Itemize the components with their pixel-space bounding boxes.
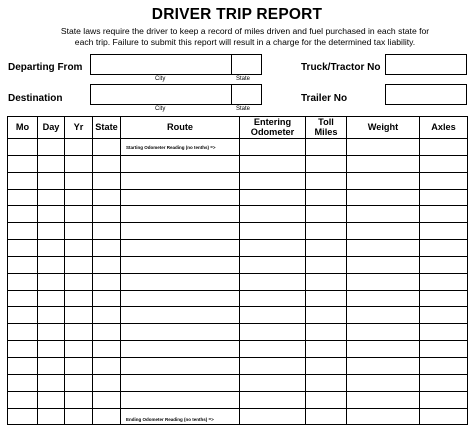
cell-day[interactable]: [38, 307, 65, 324]
cell-axles[interactable]: [420, 324, 468, 341]
cell-entering-odometer[interactable]: [240, 273, 306, 290]
cell-route[interactable]: [121, 408, 240, 425]
cell-weight[interactable]: [347, 374, 420, 391]
truck-tractor-no-label: Truck/Tractor No: [301, 62, 381, 73]
cell-route[interactable]: [121, 273, 240, 290]
column-header-yr: Yr: [65, 117, 93, 139]
truck-tractor-no-field[interactable]: [385, 54, 467, 75]
cell-day[interactable]: [38, 357, 65, 374]
cell-yr[interactable]: [65, 240, 93, 257]
ending-odometer-note: Ending Odometer Reading (no tenths) =>: [126, 417, 214, 423]
table-row: [8, 240, 468, 257]
table-row: [8, 357, 468, 374]
cell-entering-odometer[interactable]: [240, 357, 306, 374]
cell-weight[interactable]: [347, 408, 420, 425]
cell-state[interactable]: [93, 189, 121, 206]
table-row: [8, 139, 468, 156]
cell-day[interactable]: [38, 374, 65, 391]
cell-entering-odometer[interactable]: [240, 155, 306, 172]
cell-axles[interactable]: [420, 273, 468, 290]
cell-day[interactable]: [38, 139, 65, 156]
cell-entering-odometer[interactable]: [240, 139, 306, 156]
instructions-line-2: each trip. Failure to submit this report will result in a charge for the determined tax liability.: [74, 37, 416, 47]
cell-weight[interactable]: [347, 307, 420, 324]
cell-entering-odometer[interactable]: [240, 240, 306, 257]
city-state-divider: [231, 85, 232, 104]
cell-day[interactable]: [38, 256, 65, 273]
cell-axles[interactable]: [420, 172, 468, 189]
column-header-mo: Mo: [8, 117, 38, 139]
cell-yr[interactable]: [65, 391, 93, 408]
cell-route[interactable]: [121, 256, 240, 273]
cell-weight[interactable]: [347, 155, 420, 172]
table-row: [8, 189, 468, 206]
entering-odometer-line-1: Entering: [253, 117, 292, 127]
cell-toll-miles[interactable]: [306, 172, 347, 189]
cell-mo[interactable]: [8, 324, 38, 341]
table-row: [8, 374, 468, 391]
table-row: [8, 391, 468, 408]
cell-mo[interactable]: [8, 189, 38, 206]
cell-yr[interactable]: [65, 307, 93, 324]
cell-yr[interactable]: [65, 357, 93, 374]
cell-axles[interactable]: [420, 374, 468, 391]
cell-mo[interactable]: [8, 341, 38, 358]
starting-odometer-note: Starting Odometer Reading (no tenths) =>: [126, 145, 216, 150]
cell-axles[interactable]: [420, 206, 468, 223]
cell-yr[interactable]: [65, 273, 93, 290]
cell-mo[interactable]: [8, 357, 38, 374]
cell-weight[interactable]: [347, 341, 420, 358]
instructions-line-1: State laws require the driver to keep a record of miles driven and fuel purchased in each state for: [60, 26, 430, 36]
cell-mo[interactable]: [8, 256, 38, 273]
cell-yr[interactable]: [65, 223, 93, 240]
column-header-axles: Axles: [420, 117, 468, 139]
trailer-no-label: Trailer No: [301, 93, 348, 104]
cell-day[interactable]: [38, 206, 65, 223]
table-row: [8, 256, 468, 273]
cell-toll-miles[interactable]: [306, 324, 347, 341]
cell-state[interactable]: [93, 290, 121, 307]
cell-axles[interactable]: [420, 307, 468, 324]
cell-entering-odometer[interactable]: [240, 172, 306, 189]
cell-route[interactable]: [121, 341, 240, 358]
cell-entering-odometer[interactable]: [240, 256, 306, 273]
entering-odometer-line-2: Odometer: [250, 126, 295, 137]
cell-entering-odometer[interactable]: [240, 206, 306, 223]
cell-weight[interactable]: [347, 324, 420, 341]
departing-city-caption: City: [155, 76, 166, 82]
cell-mo[interactable]: [8, 172, 38, 189]
cell-toll-miles[interactable]: [306, 155, 347, 172]
table-row: [8, 408, 468, 425]
cell-yr[interactable]: [65, 206, 93, 223]
cell-toll-miles[interactable]: [306, 273, 347, 290]
cell-day[interactable]: [38, 324, 65, 341]
cell-state[interactable]: [93, 391, 121, 408]
cell-state[interactable]: [93, 155, 121, 172]
cell-day[interactable]: [38, 408, 65, 425]
cell-axles[interactable]: [420, 341, 468, 358]
cell-day[interactable]: [38, 155, 65, 172]
cell-toll-miles[interactable]: [306, 256, 347, 273]
table-row: [8, 206, 468, 223]
cell-entering-odometer[interactable]: [240, 341, 306, 358]
cell-weight[interactable]: [347, 189, 420, 206]
cell-yr[interactable]: [65, 189, 93, 206]
cell-route[interactable]: [121, 206, 240, 223]
cell-state[interactable]: [93, 223, 121, 240]
table-row: [8, 172, 468, 189]
table-row: [8, 155, 468, 172]
cell-weight[interactable]: [347, 357, 420, 374]
cell-axles[interactable]: [420, 155, 468, 172]
trailer-no-field[interactable]: [385, 84, 467, 105]
cell-weight[interactable]: [347, 206, 420, 223]
cell-weight[interactable]: [347, 172, 420, 189]
departing-state-caption: State: [236, 76, 251, 82]
destination-field[interactable]: [90, 84, 262, 105]
cell-yr[interactable]: [65, 408, 93, 425]
cell-state[interactable]: [93, 341, 121, 358]
cell-entering-odometer[interactable]: [240, 223, 306, 240]
cell-weight[interactable]: [347, 240, 420, 257]
cell-axles[interactable]: [420, 139, 468, 156]
cell-mo[interactable]: [8, 408, 38, 425]
trip-log-table: [7, 116, 468, 425]
cell-state[interactable]: [93, 374, 121, 391]
column-header-weight: Weight: [347, 117, 420, 139]
cell-axles[interactable]: [420, 408, 468, 425]
cell-entering-odometer[interactable]: [240, 189, 306, 206]
cell-axles[interactable]: [420, 357, 468, 374]
departing-from-label: Departing From: [8, 62, 83, 73]
cell-state[interactable]: [93, 324, 121, 341]
cell-yr[interactable]: [65, 290, 93, 307]
cell-axles[interactable]: [420, 189, 468, 206]
cell-state[interactable]: [93, 273, 121, 290]
cell-toll-miles[interactable]: [306, 223, 347, 240]
cell-day[interactable]: [38, 223, 65, 240]
cell-state[interactable]: [93, 240, 121, 257]
cell-day[interactable]: [38, 189, 65, 206]
table-row: [8, 290, 468, 307]
cell-toll-miles[interactable]: [306, 189, 347, 206]
cell-mo[interactable]: [8, 391, 38, 408]
cell-toll-miles[interactable]: [306, 206, 347, 223]
cell-yr[interactable]: [65, 172, 93, 189]
table-row: [8, 223, 468, 240]
cell-toll-miles[interactable]: [306, 240, 347, 257]
cell-weight[interactable]: [347, 273, 420, 290]
column-header-day: Day: [38, 117, 65, 139]
column-header-state: State: [93, 117, 121, 139]
cell-toll-miles[interactable]: [306, 341, 347, 358]
cell-mo[interactable]: [8, 223, 38, 240]
cell-toll-miles[interactable]: [306, 307, 347, 324]
cell-entering-odometer[interactable]: [240, 374, 306, 391]
table-row: [8, 307, 468, 324]
column-header-route: Route: [121, 117, 240, 139]
cell-route[interactable]: [121, 240, 240, 257]
cell-toll-miles[interactable]: [306, 408, 347, 425]
cell-mo[interactable]: [8, 139, 38, 156]
cell-day[interactable]: [38, 172, 65, 189]
cell-axles[interactable]: [420, 223, 468, 240]
cell-day[interactable]: [38, 391, 65, 408]
cell-weight[interactable]: [347, 256, 420, 273]
form-title: DRIVER TRIP REPORT: [151, 6, 323, 23]
cell-yr[interactable]: [65, 139, 93, 156]
cell-day[interactable]: [38, 341, 65, 358]
cell-state[interactable]: [93, 408, 121, 425]
destination-label: Destination: [8, 93, 63, 104]
table-row: [8, 341, 468, 358]
cell-route[interactable]: [121, 307, 240, 324]
form-instructions: [30, 26, 460, 48]
cell-mo[interactable]: [8, 374, 38, 391]
cell-route[interactable]: [121, 172, 240, 189]
cell-yr[interactable]: [65, 155, 93, 172]
cell-route[interactable]: [121, 189, 240, 206]
cell-state[interactable]: [93, 307, 121, 324]
cell-weight[interactable]: [347, 290, 420, 307]
cell-state[interactable]: [93, 357, 121, 374]
column-header-entering-odometer: [240, 117, 306, 139]
departing-from-field[interactable]: [90, 54, 262, 75]
cell-route[interactable]: [121, 139, 240, 156]
cell-route[interactable]: [121, 357, 240, 374]
table-row: [8, 273, 468, 290]
cell-route[interactable]: [121, 290, 240, 307]
cell-route[interactable]: [121, 324, 240, 341]
cell-weight[interactable]: [347, 139, 420, 156]
cell-axles[interactable]: [420, 240, 468, 257]
cell-route[interactable]: [121, 374, 240, 391]
cell-weight[interactable]: [347, 223, 420, 240]
cell-toll-miles[interactable]: [306, 357, 347, 374]
cell-entering-odometer[interactable]: [240, 290, 306, 307]
cell-route[interactable]: [121, 223, 240, 240]
trip-log-body: [8, 139, 468, 425]
cell-mo[interactable]: [8, 273, 38, 290]
table-header-row: [8, 117, 468, 139]
cell-weight[interactable]: [347, 391, 420, 408]
city-state-divider: [231, 55, 232, 74]
cell-route[interactable]: [121, 155, 240, 172]
table-row: [8, 324, 468, 341]
cell-state[interactable]: [93, 172, 121, 189]
cell-entering-odometer[interactable]: [240, 307, 306, 324]
cell-mo[interactable]: [8, 155, 38, 172]
cell-mo[interactable]: [8, 307, 38, 324]
cell-toll-miles[interactable]: [306, 290, 347, 307]
cell-yr[interactable]: [65, 324, 93, 341]
toll-miles-line-1: Toll: [318, 117, 334, 127]
cell-yr[interactable]: [65, 256, 93, 273]
cell-mo[interactable]: [8, 206, 38, 223]
cell-toll-miles[interactable]: [306, 374, 347, 391]
cell-axles[interactable]: [420, 290, 468, 307]
cell-day[interactable]: [38, 273, 65, 290]
cell-state[interactable]: [93, 139, 121, 156]
cell-mo[interactable]: [8, 240, 38, 257]
cell-day[interactable]: [38, 240, 65, 257]
cell-mo[interactable]: [8, 290, 38, 307]
cell-axles[interactable]: [420, 256, 468, 273]
cell-entering-odometer[interactable]: [240, 324, 306, 341]
cell-toll-miles[interactable]: [306, 391, 347, 408]
cell-state[interactable]: [93, 256, 121, 273]
destination-state-caption: State: [236, 106, 251, 112]
cell-yr[interactable]: [65, 374, 93, 391]
cell-axles[interactable]: [420, 391, 468, 408]
cell-entering-odometer[interactable]: [240, 391, 306, 408]
cell-day[interactable]: [38, 290, 65, 307]
cell-route[interactable]: [121, 391, 240, 408]
cell-yr[interactable]: [65, 341, 93, 358]
cell-toll-miles[interactable]: [306, 139, 347, 156]
cell-entering-odometer[interactable]: [240, 408, 306, 425]
column-header-toll-miles: [306, 117, 347, 139]
cell-state[interactable]: [93, 206, 121, 223]
destination-city-caption: City: [155, 106, 166, 112]
toll-miles-line-2: Miles: [314, 126, 338, 137]
